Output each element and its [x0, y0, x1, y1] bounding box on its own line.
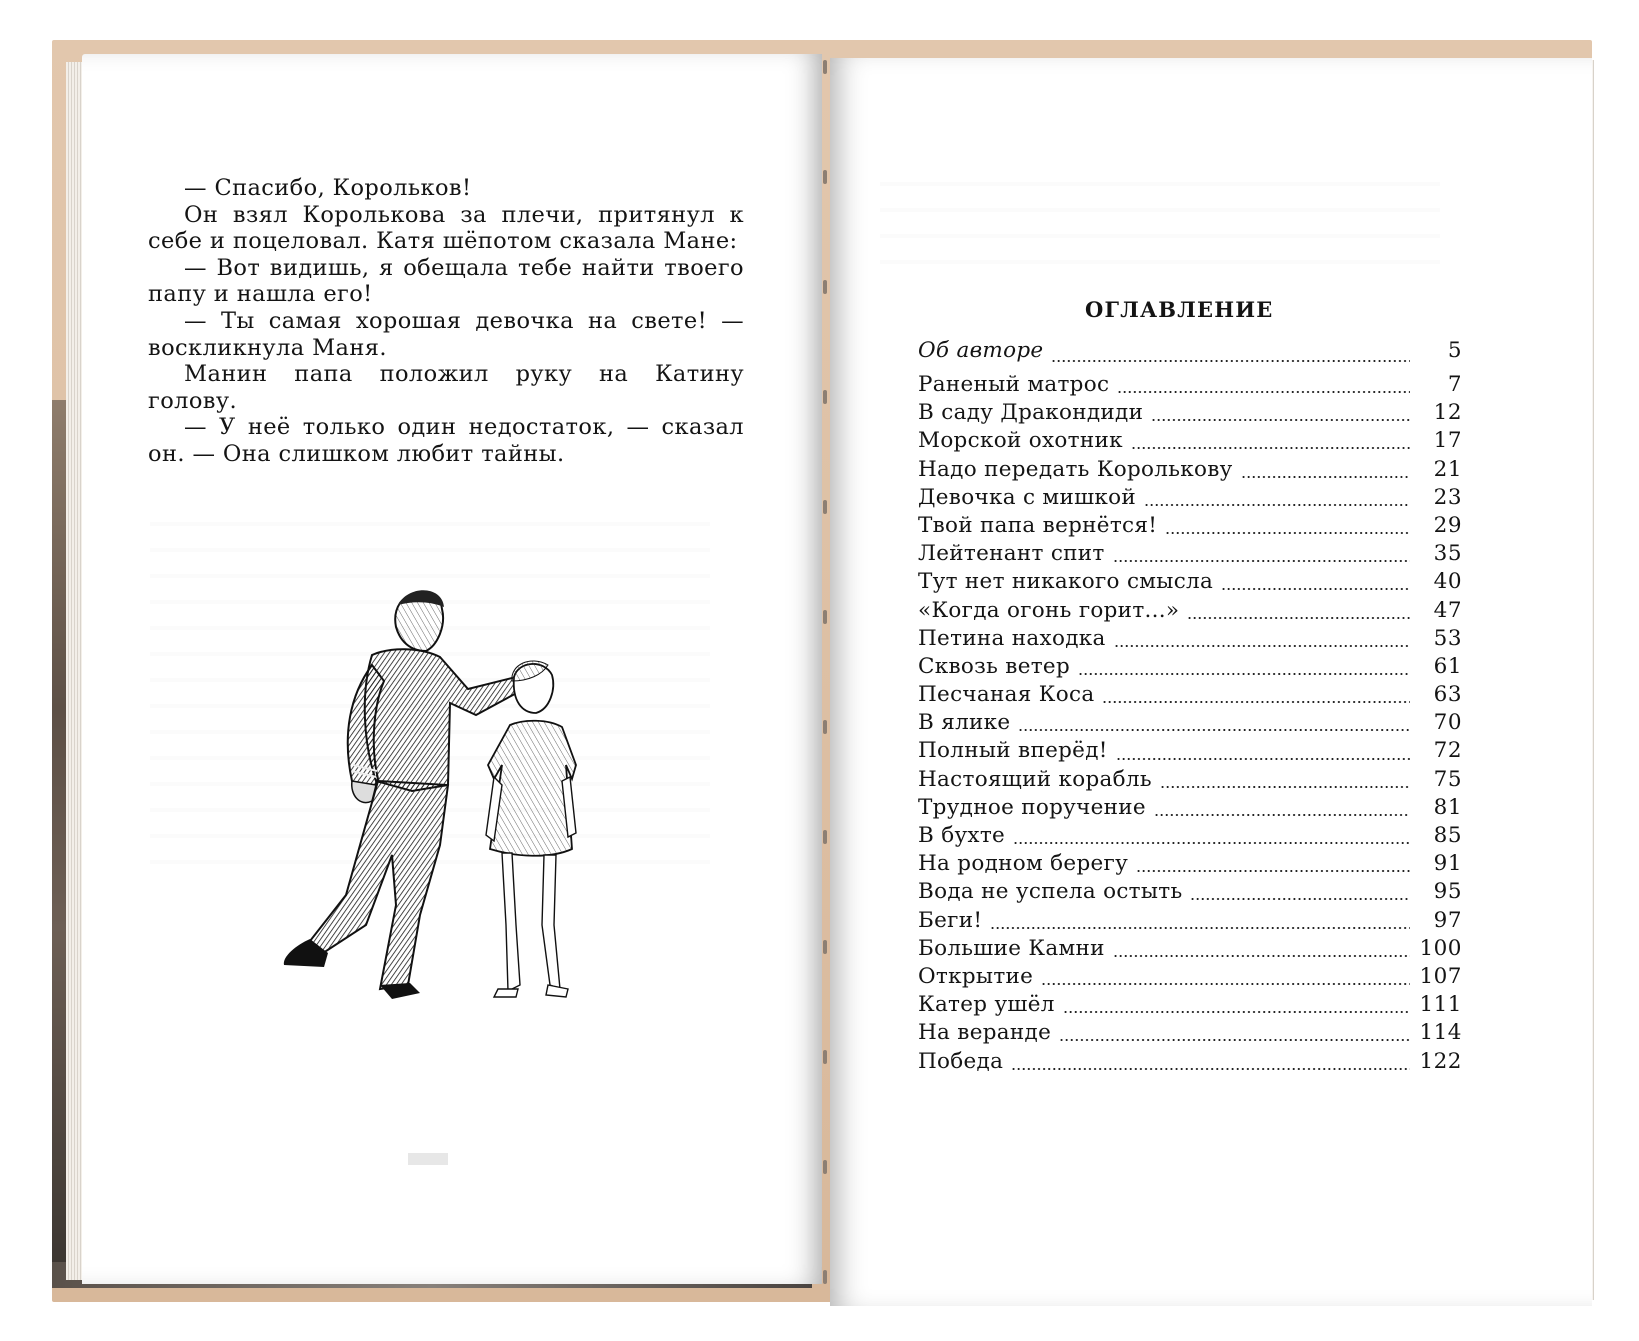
toc-entry[interactable] [918, 338, 1462, 372]
toc-leader-dots [1013, 841, 1410, 845]
story-paragraph: — У неё только один недостаток, — сказал он. — Она слишком любит тайны. [148, 414, 744, 467]
page-edges-left [66, 62, 82, 1280]
toc-entry-title: На родном берегу [918, 851, 1129, 877]
toc-leader-dots [1051, 359, 1410, 363]
story-paragraph: Он взял Королькова за плечи, притянул к себе и поцеловал. Катя шёпотом сказала Мане: [148, 201, 744, 255]
toc-leader-dots [990, 926, 1410, 930]
toc-entry-page: 7 [1447, 372, 1462, 397]
bleed-through-right [880, 160, 1440, 286]
story-paragraph: — Вот видишь, я обещала тебе найти твоего папу и нашла его! [148, 254, 744, 308]
toc-leader-dots [1078, 672, 1410, 676]
toc-entry[interactable] [918, 1049, 1462, 1077]
toc-entry-page: 61 [1433, 653, 1462, 679]
toc-entry[interactable] [918, 626, 1462, 654]
toc-entry-title: Сквозь ветер [918, 653, 1071, 679]
toc-entry[interactable] [918, 654, 1462, 682]
toc-entry-title: Настоящий корабль [918, 766, 1152, 792]
sailor-and-girl-illustration [280, 585, 600, 1025]
toc-leader-dots [1241, 475, 1410, 479]
toc-entry[interactable] [918, 879, 1462, 907]
toc-entry-title: Беги! [918, 907, 983, 933]
spine-stitching [820, 40, 830, 1290]
toc-entry-title: Большие Камни [918, 935, 1105, 961]
toc-entry-title: «Когда огонь горит...» [918, 597, 1180, 623]
toc-entry-title: Катер ушёл [918, 992, 1055, 1018]
toc-entry-page: 40 [1433, 569, 1462, 595]
toc-entry[interactable] [918, 598, 1462, 626]
toc-leader-dots [1116, 757, 1410, 761]
toc-entry[interactable] [918, 767, 1462, 795]
toc-leader-dots [1063, 1010, 1410, 1014]
toc-entry[interactable] [918, 428, 1462, 456]
toc-leader-dots [1136, 869, 1410, 873]
toc-entry[interactable] [918, 964, 1462, 992]
toc-title: ОГЛАВЛЕНИЕ [1085, 297, 1274, 322]
toc-entry-title: Твой папа вернётся! [918, 512, 1158, 538]
toc-entry[interactable] [918, 710, 1462, 738]
toc-entry-page: 47 [1433, 597, 1462, 623]
toc-entry[interactable] [918, 936, 1462, 964]
bleed-page-number [400, 1147, 450, 1177]
toc-entry[interactable] [918, 400, 1462, 428]
toc-entry[interactable] [918, 541, 1462, 569]
toc-leader-dots [1154, 813, 1410, 817]
toc-entry-title: Победа [918, 1048, 1004, 1074]
toc-entry-page: 70 [1433, 710, 1462, 736]
toc-entry-title: Петина находка [918, 625, 1106, 651]
toc-entry-page: 29 [1433, 512, 1462, 538]
toc-entry-page: 91 [1433, 851, 1462, 877]
toc-entry[interactable] [918, 908, 1462, 936]
table-of-contents [918, 338, 1462, 1077]
toc-leader-dots [1113, 954, 1410, 958]
toc-leader-dots [1117, 390, 1410, 394]
toc-entry-page: 97 [1433, 907, 1462, 933]
toc-entry-title: Морской охотник [918, 428, 1123, 454]
toc-entry[interactable] [918, 851, 1462, 879]
toc-entry[interactable] [918, 485, 1462, 513]
toc-entry-title: В саду Дракондиди [918, 400, 1144, 426]
toc-entry-title: Песчаная Коса [918, 682, 1095, 708]
toc-entry-title: Открытие [918, 963, 1034, 989]
toc-entry-title: Об авторе [918, 338, 1044, 363]
toc-leader-dots [1165, 531, 1410, 535]
toc-entry-title: На веранде [918, 1020, 1052, 1046]
toc-entry-title: Девочка с мишкой [918, 484, 1136, 510]
toc-entry[interactable] [918, 513, 1462, 541]
toc-entry-page: 21 [1433, 456, 1462, 482]
toc-entry-page: 100 [1419, 935, 1462, 961]
toc-leader-dots [1160, 785, 1410, 789]
toc-entry[interactable] [918, 795, 1462, 823]
toc-entry-page: 63 [1433, 682, 1462, 708]
toc-leader-dots [1144, 503, 1410, 507]
toc-leader-dots [1011, 1067, 1410, 1071]
toc-entry-page: 35 [1433, 541, 1462, 567]
toc-entry-title: Полный вперёд! [918, 738, 1108, 764]
toc-entry[interactable] [918, 738, 1462, 766]
toc-entry-page: 114 [1419, 1020, 1462, 1046]
toc-entry-title: Вода не успела остыть [918, 879, 1183, 905]
toc-leader-dots [1102, 700, 1410, 704]
toc-entry-page: 72 [1433, 738, 1462, 764]
toc-entry-page: 23 [1433, 484, 1462, 510]
toc-entry[interactable] [918, 1020, 1462, 1048]
toc-entry[interactable] [918, 992, 1462, 1020]
girl-figure [486, 661, 576, 997]
toc-entry-title: Лейтенант спит [918, 541, 1105, 567]
toc-entry-title: В ялике [918, 710, 1011, 736]
toc-leader-dots [1059, 1038, 1410, 1042]
toc-entry-page: 17 [1433, 428, 1462, 454]
toc-entry-title: Тут нет никакого смысла [918, 569, 1214, 595]
toc-entry-page: 107 [1419, 963, 1462, 989]
toc-entry-page: 12 [1433, 400, 1462, 426]
toc-entry-page: 81 [1433, 794, 1462, 820]
toc-leader-dots [1190, 897, 1410, 901]
toc-entry[interactable] [918, 682, 1462, 710]
toc-entry-page: 85 [1433, 823, 1462, 848]
story-paragraph: Манин папа положил руку на Катину голову. [148, 361, 744, 414]
story-text [148, 175, 744, 468]
toc-entry-page: 95 [1433, 879, 1462, 905]
toc-entry-page: 75 [1433, 766, 1462, 792]
toc-entry-title: В бухте [918, 823, 1006, 848]
toc-leader-dots [1113, 559, 1410, 563]
toc-leader-dots [1187, 616, 1410, 620]
toc-entry-title: Надо передать Королькову [918, 456, 1233, 482]
toc-entry[interactable] [918, 372, 1462, 400]
toc-leader-dots [1018, 728, 1410, 732]
story-paragraph: — Ты самая хорошая девочка на свете! — воскликнула Маня. [148, 307, 744, 361]
toc-entry-page: 53 [1433, 625, 1462, 651]
toc-entry-page: 122 [1419, 1048, 1462, 1074]
toc-leader-dots [1114, 644, 1410, 648]
toc-leader-dots [1131, 446, 1410, 450]
toc-entry[interactable] [918, 823, 1462, 851]
toc-entry[interactable] [918, 457, 1462, 485]
toc-entry-page: 111 [1419, 992, 1462, 1018]
toc-entry[interactable] [918, 569, 1462, 597]
toc-leader-dots [1151, 418, 1410, 422]
toc-entry-title: Раненый матрос [918, 372, 1110, 397]
toc-leader-dots [1221, 587, 1410, 591]
toc-entry-page: 5 [1447, 338, 1462, 363]
toc-leader-dots [1041, 982, 1410, 986]
story-paragraph: — Спасибо, Корольков! [184, 175, 472, 201]
toc-entry-title: Трудное поручение [918, 794, 1146, 820]
